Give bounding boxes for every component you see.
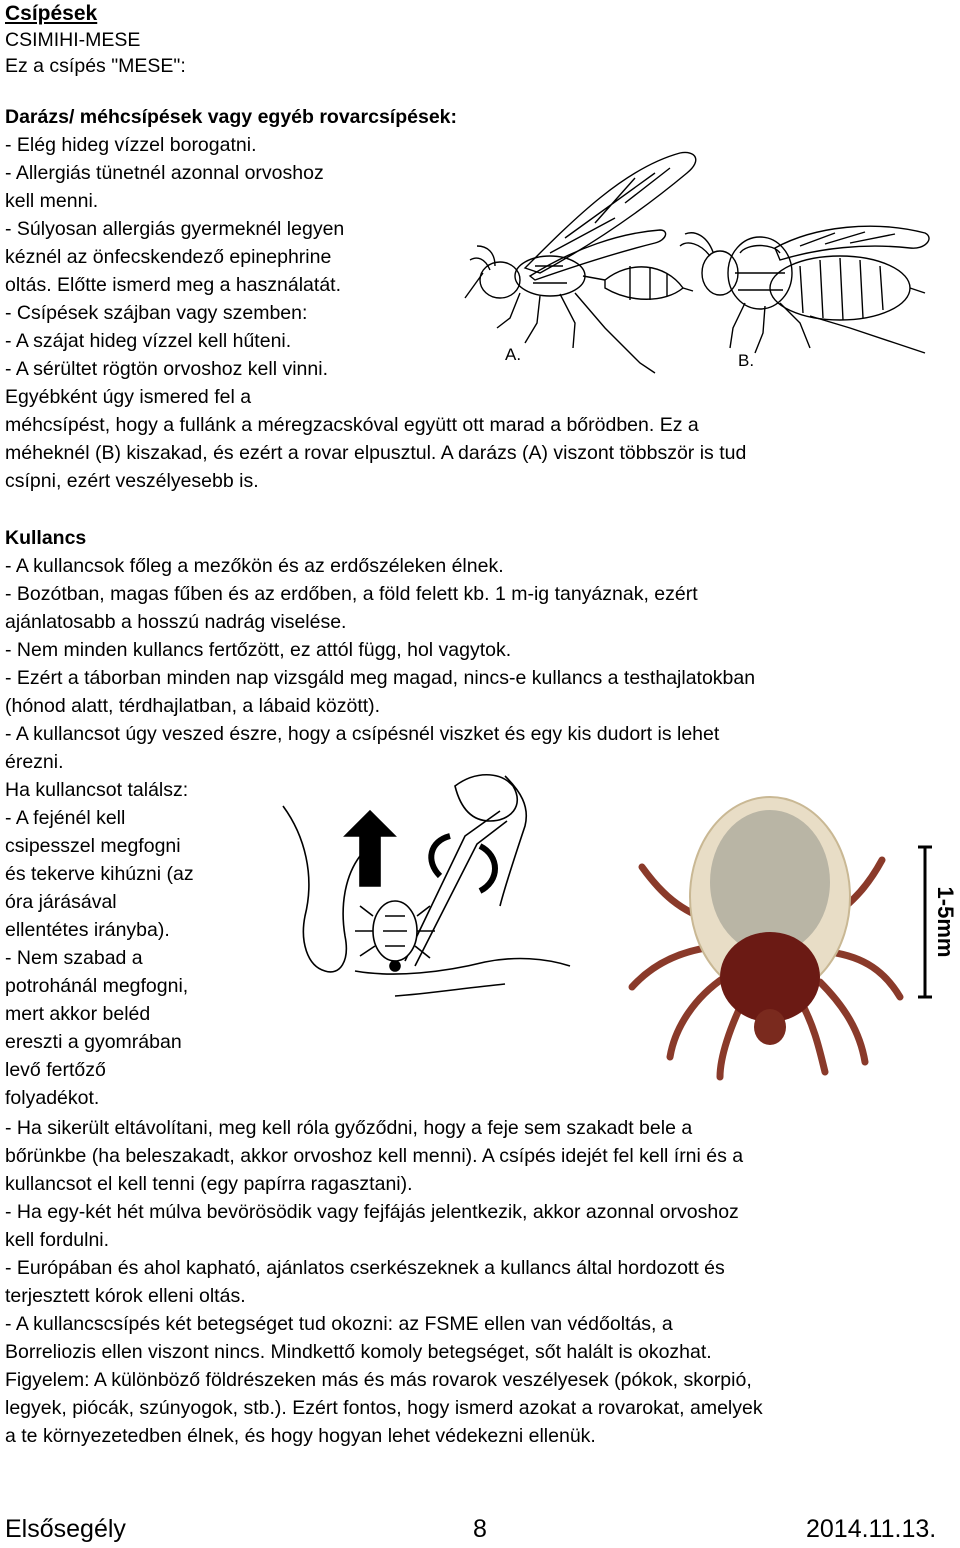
text-line: - Bozótban, magas fűben és az erdőben, a föld felett kb. 1 m-ig tanyáznak, ezért xyxy=(5,583,698,605)
text-line: ellentétes irányba). xyxy=(5,919,170,941)
footer-left: Elsősegély xyxy=(5,1515,126,1543)
text-line: kell menni. xyxy=(5,190,99,212)
text-line: méhcsípést, hogy a fullánk a méregzacskóval együtt ott marad a bőrödben. Ez a xyxy=(5,414,699,436)
text-line: ereszti a gyomrában xyxy=(5,1031,182,1053)
text-line: kéznél az önfecskendező epinephrine xyxy=(5,246,332,268)
text-line: Ha kullancsot találsz: xyxy=(5,779,189,801)
text-line: érezni. xyxy=(5,751,64,773)
wasp-bee-illustration xyxy=(455,148,950,380)
figure-label-b: B. xyxy=(738,351,755,370)
text-line: Borreliozis ellen viszont nincs. Mindkettő komoly betegséget, sőt halált is okozhat. xyxy=(5,1341,712,1363)
text-line: - Elég hideg vízzel borogatni. xyxy=(5,134,257,156)
text-line: (hónod alatt, térdhajlatban, a lábaid között). xyxy=(5,695,381,717)
text-line: Figyelem: A különböző földrészeken más és más rovarok veszélyesek (pókok, skorpió, xyxy=(5,1369,752,1391)
text-line: óra járásával xyxy=(5,891,117,913)
text-line: kullancsot el kell tenni (egy papírra ragasztani). xyxy=(5,1173,413,1195)
text-line: és tekerve kihúzni (az xyxy=(5,863,194,885)
text-line: - Európában és ahol kapható, ajánlatos cserkészeknek a kullancs által hordozott és xyxy=(5,1257,725,1279)
footer-date: 2014.11.13. xyxy=(806,1515,937,1543)
text-line: folyadékot. xyxy=(5,1087,100,1109)
text-line: Egyébként úgy ismered fel a xyxy=(5,386,252,408)
text-line: bőrünkbe (ha beleszakadt, akkor orvoshoz kell menni). A csípés idejét fel kell írni és a xyxy=(5,1145,744,1167)
text-line: csipesszel megfogni xyxy=(5,835,181,857)
text-line: terjesztett kórok elleni oltás. xyxy=(5,1285,246,1307)
text-line: - Ha egy-két hét múlva bevörösödik vagy fejfájás jelentkezik, akkor azonnal orvoshoz xyxy=(5,1201,739,1223)
text-line: legyek, piócák, szúnyogok, stb.). Ezért fontos, hogy ismerd azokat a rovarokat, amelyek xyxy=(5,1397,763,1419)
text-line: - A kullancsok főleg a mezőkön és az erdőszéleken élnek. xyxy=(5,555,504,577)
text-line: - Csípések szájban vagy szemben: xyxy=(5,302,308,324)
ticks-heading: Kullancs xyxy=(5,527,87,549)
text-line: - Allergiás tünetnél azonnal orvoshoz xyxy=(5,162,324,184)
page-subtitle: CSIMIHI-MESE xyxy=(5,29,141,51)
tick-photo xyxy=(620,772,958,1092)
scale-label: 1-5mm xyxy=(933,886,958,958)
text-line: oltás. Előtte ismerd meg a használatát. xyxy=(5,274,342,296)
text-line: - A sérültet rögtön orvoshoz kell vinni. xyxy=(5,358,328,380)
figure-label-a: A. xyxy=(505,345,522,364)
text-line: - Nem szabad a xyxy=(5,947,143,969)
text-line: - A kullancscsípés két betegséget tud okozni: az FSME ellen van védőoltás, a xyxy=(5,1313,673,1335)
page-number: 8 xyxy=(473,1515,487,1543)
text-line: - Ha sikerült eltávolítani, meg kell róla győződni, hogy a feje sem szakadt bele a xyxy=(5,1117,693,1139)
text-line: mert akkor beléd xyxy=(5,1003,151,1025)
text-line: a te környezetedben élnek, és hogy hogyan lehet védekezni ellenük. xyxy=(5,1425,596,1447)
text-line: - A kullancsot úgy veszed észre, hogy a csípésnél viszket és egy kis dudort is lehet xyxy=(5,723,720,745)
text-line: levő fertőző xyxy=(5,1059,106,1081)
intro-text: Ez a csípés "MESE": xyxy=(5,55,186,77)
text-line: - Ezért a táborban minden nap vizsgáld meg magad, nincs-e kullancs a testhajlatokban xyxy=(5,667,756,689)
text-line: potrohánál megfogni, xyxy=(5,975,189,997)
text-line: méheknél (B) kiszakad, és ezért a rovar elpusztul. A darázs (A) viszont többször is tud xyxy=(5,442,747,464)
text-line: - Nem minden kullancs fertőzött, ez attól függ, hol vagytok. xyxy=(5,639,512,661)
text-line: - Súlyosan allergiás gyermeknél legyen xyxy=(5,218,345,240)
page-title: Csípések xyxy=(5,2,98,25)
text-line: ajánlatosabb a hosszú nadrág viselése. xyxy=(5,611,347,633)
insects-heading: Darázs/ méhcsípések vagy egyéb rovarcsípések: xyxy=(5,106,458,128)
tick-removal-illustration xyxy=(255,766,575,1012)
text-line: csípni, ezért veszélyesebb is. xyxy=(5,470,259,492)
text-line: kell fordulni. xyxy=(5,1229,110,1251)
text-line: - A szájat hideg vízzel kell hűteni. xyxy=(5,330,292,352)
text-line: - A fejénél kell xyxy=(5,807,126,829)
